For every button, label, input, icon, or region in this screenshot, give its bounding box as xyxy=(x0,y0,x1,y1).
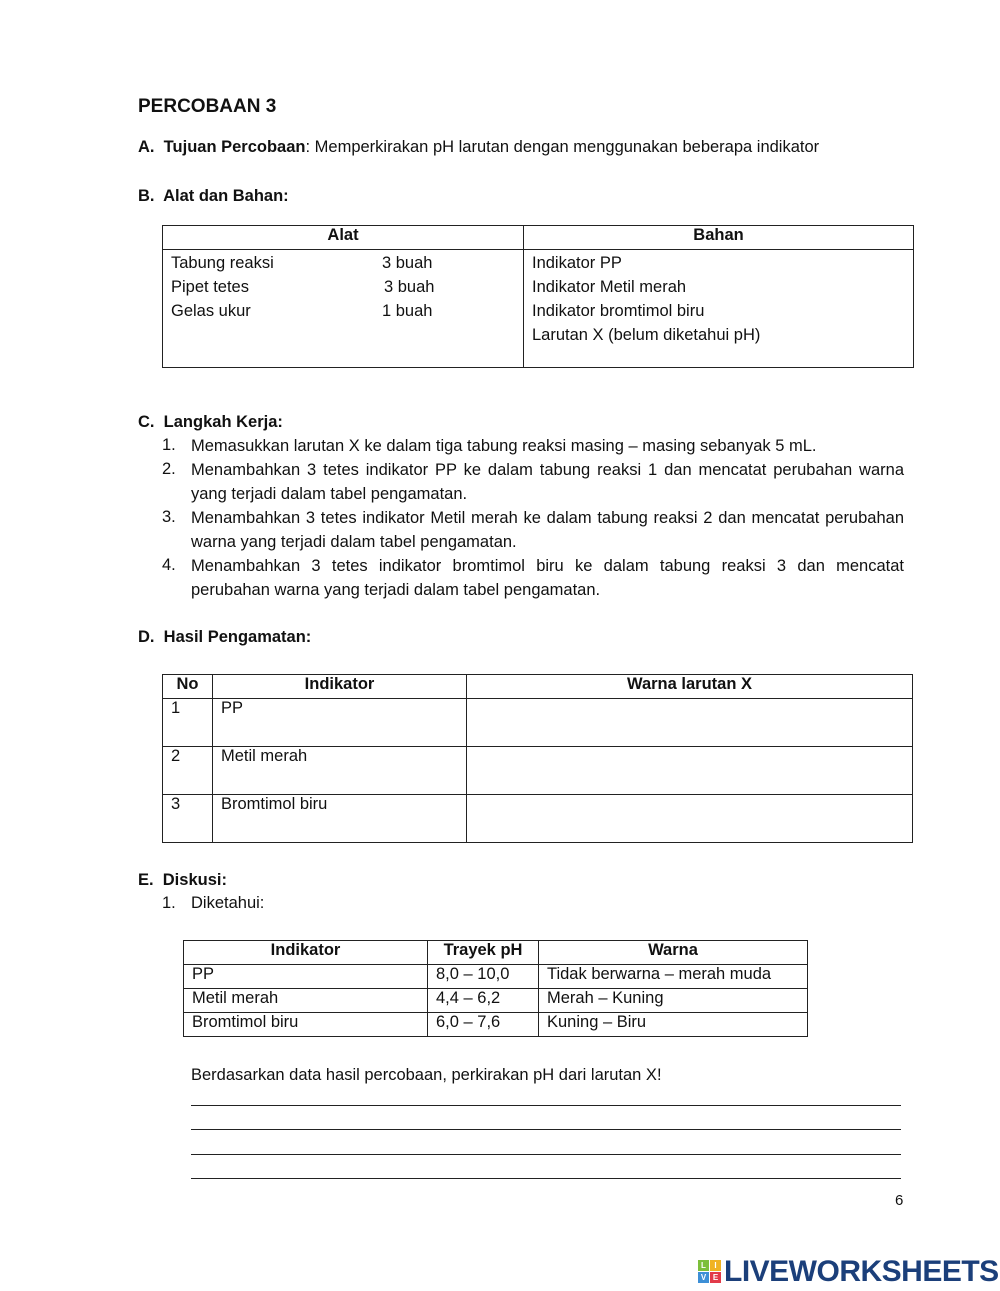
header-no: No xyxy=(163,675,213,699)
tool-name: Gelas ukur xyxy=(171,302,251,320)
cell-range: 6,0 – 7,6 xyxy=(428,1013,539,1037)
section-d-label: D. xyxy=(138,628,155,646)
tool-qty: 1 buah xyxy=(382,302,433,320)
tools-materials-table xyxy=(162,225,914,368)
table-row xyxy=(163,795,913,843)
answer-line[interactable] xyxy=(191,1178,901,1179)
color-answer-cell[interactable] xyxy=(467,699,913,747)
section-b-title: Alat dan Bahan: xyxy=(163,187,289,205)
discussion-question: Berdasarkan data hasil percobaan, perkirakan pH dari larutan X! xyxy=(191,1066,662,1084)
discussion-item: Diketahui: xyxy=(191,894,265,912)
tool-qty: 3 buah xyxy=(382,254,433,272)
tool-qty: 3 buah xyxy=(384,278,435,296)
page-title: PERCOBAAN 3 xyxy=(138,96,277,117)
step-number: 4. xyxy=(162,556,176,574)
cell-color: Merah – Kuning xyxy=(539,989,808,1013)
step-3: Menambahkan 3 tetes indikator Metil merah ke dalam tabung reaksi 2 dan mencatat perubahan warna yang terjadi dalam tabel pengamatan. xyxy=(191,509,904,551)
tool-name: Pipet tetes xyxy=(171,278,249,296)
logo-text: LIVEWORKSHEETS xyxy=(724,1255,999,1288)
cell-indicator: Metil merah xyxy=(184,989,428,1013)
color-answer-cell[interactable] xyxy=(467,795,913,843)
row-no: 2 xyxy=(163,747,213,795)
liveworksheets-logo xyxy=(698,1255,999,1289)
step-number: 3. xyxy=(162,508,176,526)
row-no: 3 xyxy=(163,795,213,843)
section-e-title: Diskusi: xyxy=(162,871,227,889)
tool-item xyxy=(171,251,515,275)
material-item: Indikator bromtimol biru xyxy=(532,302,705,320)
section-a-text: : Memperkirakan pH larutan dengan menggunakan beberapa indikator xyxy=(305,138,820,156)
header-warna: Warna xyxy=(539,941,808,965)
color-answer-cell[interactable] xyxy=(467,747,913,795)
section-c-label: C. xyxy=(138,413,155,431)
step-2: Menambahkan 3 tetes indikator PP ke dalam tabung reaksi 1 dan mencatat perubahan warna yang terjadi dalam tabel pengamatan. xyxy=(191,461,904,503)
cell-color: Tidak berwarna – merah muda xyxy=(539,965,808,989)
cell-range: 8,0 – 10,0 xyxy=(428,965,539,989)
section-a-label: A. xyxy=(138,138,155,156)
cell-range: 4,4 – 6,2 xyxy=(428,989,539,1013)
table-row xyxy=(184,989,808,1013)
section-d-heading xyxy=(138,628,311,647)
cell-indicator: PP xyxy=(184,965,428,989)
section-b-label: B. xyxy=(138,187,155,205)
header-alat: Alat xyxy=(163,226,524,250)
section-a-heading: Tujuan Percobaan xyxy=(163,138,306,156)
observation-table xyxy=(162,674,913,843)
step-1: Memasukkan larutan X ke dalam tiga tabung reaksi masing – masing sebanyak 5 mL. xyxy=(191,437,817,455)
cell-indicator: Bromtimol biru xyxy=(184,1013,428,1037)
section-c-heading xyxy=(138,413,283,432)
table-row xyxy=(184,1013,808,1037)
answer-line[interactable] xyxy=(191,1105,901,1106)
material-item: Indikator PP xyxy=(532,254,622,272)
step-4: Menambahkan 3 tetes indikator bromtimol biru ke dalam tabung reaksi 3 dan mencatat perubahan warna yang terjadi dalam tabel pengamatan. xyxy=(191,557,904,599)
step-number: 2. xyxy=(162,460,176,478)
tool-item xyxy=(171,275,515,299)
section-e-label: E. xyxy=(138,871,154,889)
answer-line[interactable] xyxy=(191,1154,901,1155)
section-b-heading xyxy=(138,187,289,206)
table-row xyxy=(163,699,913,747)
header-indikator: Indikator xyxy=(213,675,467,699)
cell-color: Kuning – Biru xyxy=(539,1013,808,1037)
row-indicator: PP xyxy=(213,699,467,747)
row-no: 1 xyxy=(163,699,213,747)
row-indicator: Metil merah xyxy=(213,747,467,795)
page-number: 6 xyxy=(895,1192,904,1209)
header-warna: Warna larutan X xyxy=(467,675,913,699)
section-a xyxy=(138,138,819,157)
row-indicator: Bromtimol biru xyxy=(213,795,467,843)
section-d-title: Hasil Pengamatan: xyxy=(163,628,312,646)
tool-item xyxy=(171,299,515,323)
step-number: 1. xyxy=(162,436,176,454)
section-c-title: Langkah Kerja: xyxy=(163,413,283,431)
section-e-heading xyxy=(138,871,227,890)
header-trayek: Trayek pH xyxy=(428,941,539,965)
answer-line[interactable] xyxy=(191,1129,901,1130)
material-item: Indikator Metil merah xyxy=(532,278,687,296)
indicator-range-table xyxy=(183,940,808,1037)
tool-name: Tabung reaksi xyxy=(171,254,274,272)
header-bahan: Bahan xyxy=(524,226,914,250)
header-indikator: Indikator xyxy=(184,941,428,965)
discussion-number: 1. xyxy=(162,894,176,912)
live-blocks-icon: L IV E xyxy=(698,1260,722,1284)
table-row xyxy=(163,747,913,795)
material-item: Larutan X (belum diketahui pH) xyxy=(532,326,761,344)
table-row xyxy=(184,965,808,989)
